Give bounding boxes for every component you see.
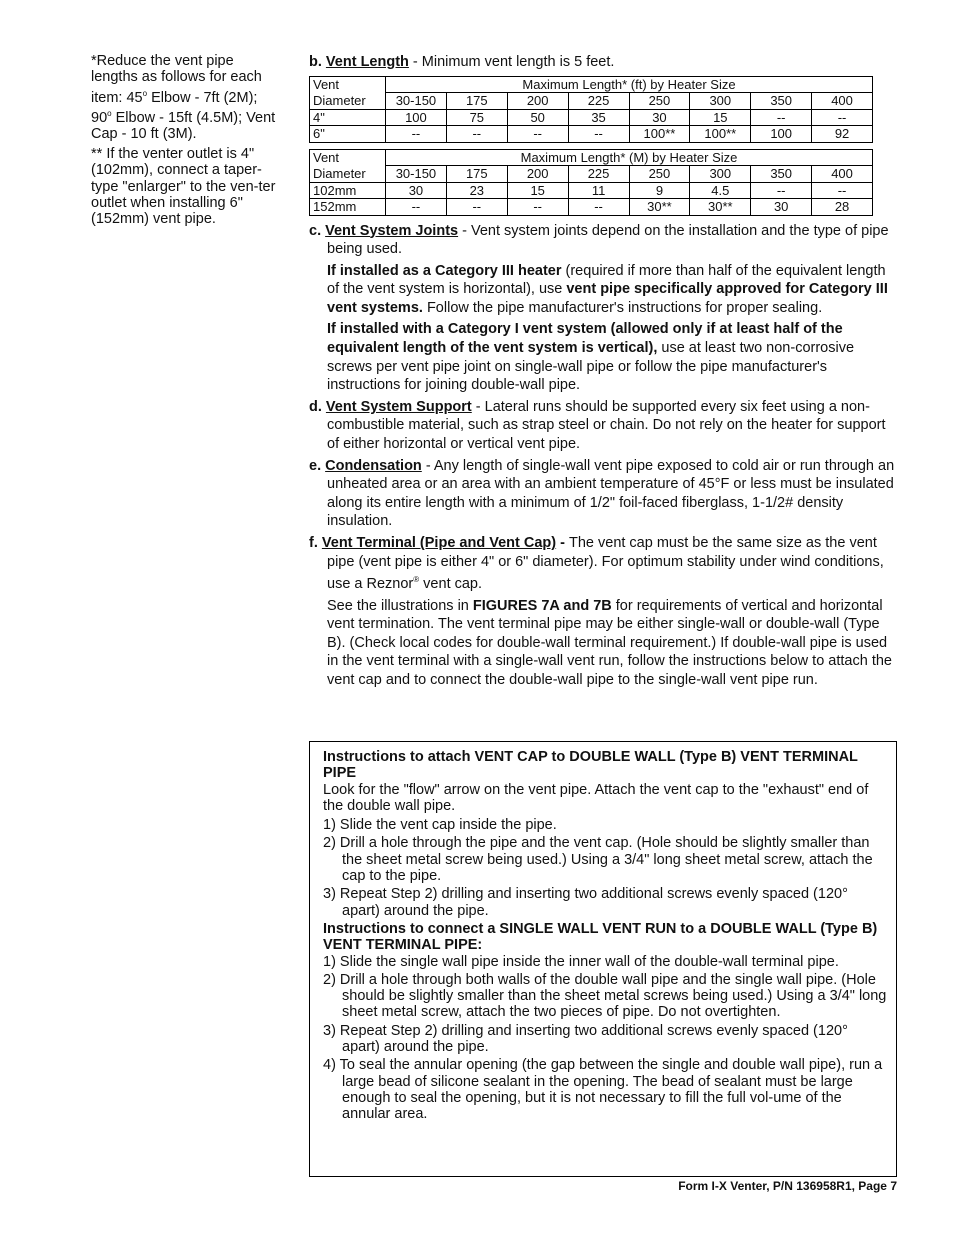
span-header: Maximum Length* (M) by Heater Size: [386, 149, 873, 166]
table-cell: --: [507, 126, 568, 143]
table-cell: --: [568, 126, 629, 143]
table-cell: 30**: [629, 199, 690, 216]
size-cell: 200: [507, 93, 568, 110]
col-header-diameter: Diameter: [310, 93, 386, 110]
row-label: 102mm: [310, 182, 386, 199]
size-cell: 30-150: [386, 166, 447, 183]
col-header-diameter: Diameter: [310, 166, 386, 183]
list-item: 4) To seal the annular opening (the gap between the single and double wall pipe), run a large bead of silicone sealant in the opening. The bead of sealant must be large enough to seal the opening, but it is not necessary to fill the full vol-ume of the annular area.: [323, 1057, 883, 1123]
row-label: 6": [310, 126, 386, 143]
table-cell: 30: [629, 109, 690, 126]
category-3-paragraph: If installed as a Category III heater (required if more than half of the equivalent length of the vent system is horizontal), use vent pipe specifically approved for Category III vent systems. Follow the pipe manufacturer's instructions for proper sealing.: [327, 262, 888, 316]
table-header-row: [310, 149, 873, 166]
list-item: 3) Repeat Step 2) drilling and inserting two additional screws evenly spaced (120° apart) around the pipe.: [323, 1022, 848, 1056]
span-header: Maximum Length* (ft) by Heater Size: [386, 76, 873, 93]
table-cell: 50: [507, 109, 568, 126]
table-cell: --: [446, 126, 507, 143]
table-header-row: [310, 76, 873, 93]
table-cell: 100**: [690, 126, 751, 143]
row-label: 4": [310, 109, 386, 126]
instructions-box: [309, 741, 897, 1177]
instructions-heading-single-wall: Instructions to connect a SINGLE WALL VENT RUN to a DOUBLE WALL (Type B) VENT TERMINAL PIPE:: [323, 920, 878, 954]
size-cell: 400: [812, 166, 873, 183]
instructions-heading-vent-cap: Instructions to attach VENT CAP to DOUBLE WALL (Type B) VENT TERMINAL PIPE: [323, 749, 858, 782]
page-footer: Form I-X Venter, P/N 136958R1, Page 7: [678, 1179, 897, 1193]
list-item: 1) Slide the single wall pipe inside the inner wall of the double-wall terminal pipe.: [323, 953, 839, 970]
size-cell: 300: [690, 166, 751, 183]
condensation-section: e. Condensation - Any length of single-wall vent pipe exposed to cold air or run through an unheated area or an area with an ambient temperature of 45°F or less must be insulated along its entire length with a minimum of 1/2" foil-faced fiberglass, 1-1/2# density insulation.: [309, 457, 895, 530]
table-cell: --: [812, 109, 873, 126]
table-cell: --: [386, 199, 447, 216]
size-cell: 400: [812, 93, 873, 110]
vent-joints-title: Vent System Joints: [325, 222, 459, 239]
side-notes: [91, 53, 281, 232]
category-1-paragraph: If installed with a Category I vent system (allowed only if at least half of the equivalent length of the vent system is vertical), use at least two non-corrosive screws per vent pipe joint on single-wall pipe or follow the pipe manufacturer's instructions for joining double-wall pipe.: [327, 321, 855, 394]
vent-length-section: b. Vent Length - Minimum vent length is 5 feet.: [309, 54, 615, 70]
side-note-elbow-reduction: *Reduce the vent pipe lengths as follows for each item: 45$^o$ Elbow - 7ft (2M); 90$^o$ Elbow - 15ft (4.5M); Vent Cap - 10 ft (3M).: [91, 53, 276, 142]
col-header-vent: Vent: [310, 76, 386, 93]
table-cell: --: [751, 182, 812, 199]
table-cell: 92: [812, 126, 873, 143]
size-cell: 250: [629, 93, 690, 110]
vent-support-title: Vent System Support: [325, 398, 472, 415]
size-cell: 200: [507, 166, 568, 183]
size-cell: 350: [751, 93, 812, 110]
table-cell: 35: [568, 109, 629, 126]
table-cell: 11: [568, 182, 629, 199]
list-item: 2) Drill a hole through both walls of the double wall pipe and the single wall pipe. (Hole should be slightly smaller than the sheet metal screws being used.) Using a 3/4" long sheet metal screw, attach the two pieces of pipe. Do not overtighten.: [323, 971, 887, 1021]
vent-length-table-ft: [309, 76, 873, 143]
vent-terminal-title: Vent Terminal (Pipe and Vent Cap): [321, 535, 557, 551]
table-cell: 23: [446, 182, 507, 199]
vent-support-section: d. Vent System Support - Lateral runs should be supported every six feet using a non-combustible material, such as strap steel or chain. Do not rely on the heater for support of either horizontal or vertical vent pipe.: [309, 398, 886, 453]
side-note-enlarger: ** If the venter outlet is 4" (102mm), connect a taper-type "enlarger" to the ven-ter outlet when installing 6" (152mm) vent pipe.: [91, 146, 276, 228]
registered-mark: ®: [413, 575, 420, 585]
row-label: 152mm: [310, 199, 386, 216]
table-row: [310, 199, 873, 216]
table-row: [310, 109, 873, 126]
table-cell: 28: [812, 199, 873, 216]
size-cell: 225: [568, 166, 629, 183]
table-size-row: [310, 93, 873, 110]
table-cell: 15: [507, 182, 568, 199]
figures-paragraph: See the illustrations in FIGURES 7A and 7B for requirements of vertical and horizontal vent termination. The vent terminal pipe may be either single-wall or double-wall (Type B). (Check local codes for double-wall terminal requirement.) If double-wall pipe is used in the vent terminal with a single-wall vent run, follow the instructions below to attach the vent cap and to connect the double-wall pipe to the single-wall vent pipe run.: [327, 597, 892, 688]
table-cell: 30: [386, 182, 447, 199]
main-column: [309, 53, 901, 693]
table-cell: 9: [629, 182, 690, 199]
size-cell: 350: [751, 166, 812, 183]
vent-terminal-section: f. Vent Terminal (Pipe and Vent Cap) - The vent cap must be the same size as the vent pipe (vent pipe is either 4" or 6" diameter). For optimum stability under wind conditions, use a Reznor® vent cap.: [309, 535, 884, 593]
table-row: [310, 182, 873, 199]
vent-length-table-m: [309, 149, 873, 216]
size-cell: 175: [446, 166, 507, 183]
list-item: 1) Slide the vent cap inside the pipe.: [323, 817, 557, 834]
table-cell: 15: [690, 109, 751, 126]
table-row: [310, 126, 873, 143]
table-cell: 100: [386, 109, 447, 126]
size-cell: 225: [568, 93, 629, 110]
table-cell: --: [446, 199, 507, 216]
table-cell: 30**: [690, 199, 751, 216]
table-cell: --: [568, 199, 629, 216]
size-cell: 250: [629, 166, 690, 183]
list-item: 3) Repeat Step 2) drilling and inserting two additional screws evenly spaced (120° apart) around the pipe.: [323, 886, 848, 919]
col-header-vent: Vent: [310, 149, 386, 166]
vent-length-title: Vent Length: [325, 54, 409, 70]
table-cell: 75: [446, 109, 507, 126]
table-cell: 30: [751, 199, 812, 216]
size-cell: 30-150: [386, 93, 447, 110]
condensation-title: Condensation: [325, 457, 422, 474]
table-cell: --: [751, 109, 812, 126]
table-cell: --: [507, 199, 568, 216]
table-cell: --: [812, 182, 873, 199]
list-item: 2) Drill a hole through the pipe and the vent cap. (Hole should be slightly smaller than the sheet metal screw being used.) Using a 3/4" long sheet metal screw, attach the cap to the pipe.: [323, 835, 873, 885]
table-size-row: [310, 166, 873, 183]
instructions-intro: Look for the "flow" arrow on the vent pipe. Attach the vent cap to the "exhaust" end of the double wall pipe.: [323, 781, 869, 814]
vent-joints-section: c. Vent System Joints - Vent system joints depend on the installation and the type of pipe being used.: [309, 222, 889, 258]
table-cell: --: [386, 126, 447, 143]
size-cell: 300: [690, 93, 751, 110]
size-cell: 175: [446, 93, 507, 110]
table-cell: 100**: [629, 126, 690, 143]
table-cell: 100: [751, 126, 812, 143]
table-cell: 4.5: [690, 182, 751, 199]
